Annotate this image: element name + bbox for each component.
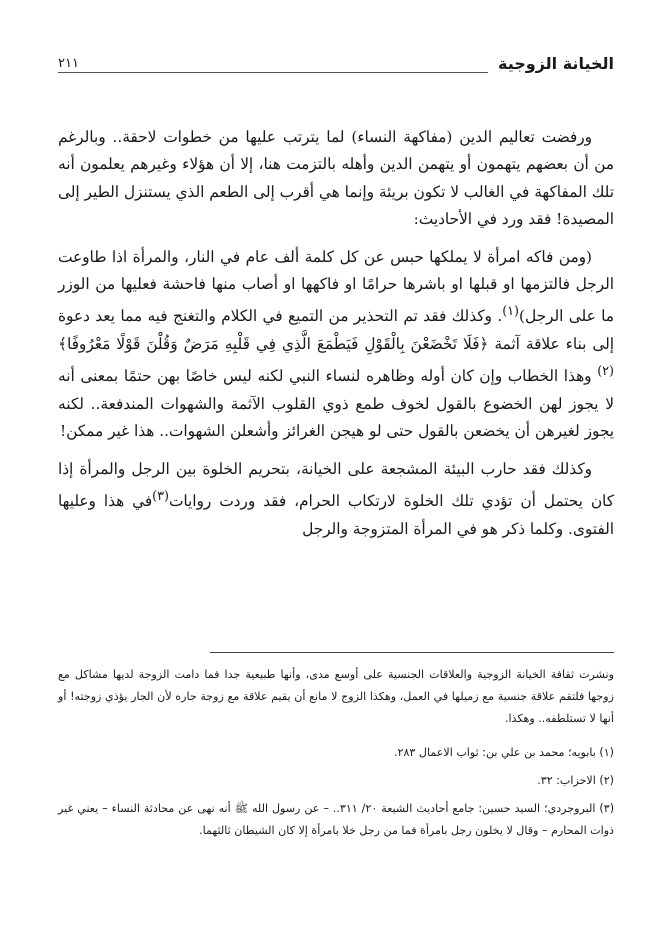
paragraph-2-cont: وهذا الخطاب وإن كان أوله وظاهره لنساء النبي لكنه ليس خاصًا بهن حتمًا بمعنى أنه لا يجوز لهن الخضوع بالقول لخوف طمع ذوي القلوب الآثمة والشهوات المندفعة.. لكنه يجوز لغيرهن أن يخضعن بالقول حتى لو هيجن الغرائز وأشعلن الشهوات.. هذا غير ممكن! [58, 367, 614, 441]
chapter-title: الخيانة الزوجية [488, 54, 614, 73]
quran-verse: ﴿فَلَا تَخْضَعْنَ بِالْقَوْلِ فَيَطْمَعَ الَّذِي فِي قَلْبِهِ مَرَضٌ وَقُلْنَ قَوْلًا مَعْرُوفًا﴾ [58, 334, 489, 353]
footnote-rule [210, 652, 614, 653]
hadith-quote: (ومن فاكه امرأة لا يملكها حبس عن كل كلمة ألف عام في النار، والمرأة اذا طاوعت الرجل فالتزمها او قبلها او باشرها حرامًا او فاكهها او أصاب منها فاحشة فعليها من الوزر ما على الرجل) [58, 247, 614, 326]
paragraph-2 [58, 244, 614, 446]
footnote-3: (٣) البروجردي؛ السيد حسين: جامع أحاديث الشيعة ٢٠/ ٣١١.. – عن رسول الله ﷺ أنه نهى عن محادثة النساء – يعني غير ذوات المحارم – وقال لا يخلون رجل بامرأة فما من رجل خلا بامرأة إلا كان الشيطان ثالثهما. [58, 802, 615, 837]
footnote-continuation: ونشرت ثقافة الخيانة الزوجية والعلاقات الجنسية على أوسع مدى، وأنها طبيعية جدا فما دامت الزوجة لديها مشاكل مع زوجها فلتقم علاقة جنسية مع زميلها في العمل، وهكذا الزوج لا مانع أن يقيم علاقة مع زوجة جاره لأن الجار يؤذي زوجته! أو أنها لا تستلطفه.. وهكذا. [58, 668, 614, 725]
footnotes [58, 664, 614, 848]
page-number: ٢١١ [58, 56, 87, 71]
paragraph-3-text: وكذلك فقد حارب البيئة المشجعة على الخيانة، بتحريم الخلوة بين الرجل والمرأة إذا كان يحتمل أن تؤدي تلك الخلوة لارتكاب الحرام، فقد وردت روايات [58, 459, 614, 511]
paragraph-1: ورفضت تعاليم الدين (مفاكهة النساء) لما يترتب عليها من خطوات لاحقة.. وبالرغم من أن بعضهم يتهمون أو يتهمن الدين وأهله بالتزمت هنا، إلا أن هؤلاء وغيرهم يعلمون أنه تلك المفاكهة في الغالب لا تكون بريئة وإنما هي أقرب إلى الطعم الذي يستنزل الطير إلى المصيدة! فقد ورد في الأحاديث: [58, 128, 614, 229]
main-text [58, 124, 614, 553]
footnote-ref-2: (٢) [597, 364, 615, 380]
paragraph-3 [58, 456, 614, 543]
footnote-ref-1: (١) [502, 304, 520, 320]
footnote-1: (١) بابويه؛ محمد بن علي بن: ثواب الاعمال ٢٨٣. [393, 746, 614, 759]
running-header [58, 52, 614, 88]
footnote-ref-3: (٣) [152, 489, 169, 505]
paragraph-3-cont: في هذا وعليها الفتوى. وكلما ذكر هو في المرأة المتزوجة والرجل [58, 492, 614, 538]
paragraph-2-text: . وكذلك فقد تم التحذير من التميع في الكلام والتغنج فيه مما يعد دعوة إلى بناء علاقة آثمة [58, 307, 614, 353]
footnote-2: (٢) الاحزاب: ٣٢. [537, 774, 614, 787]
